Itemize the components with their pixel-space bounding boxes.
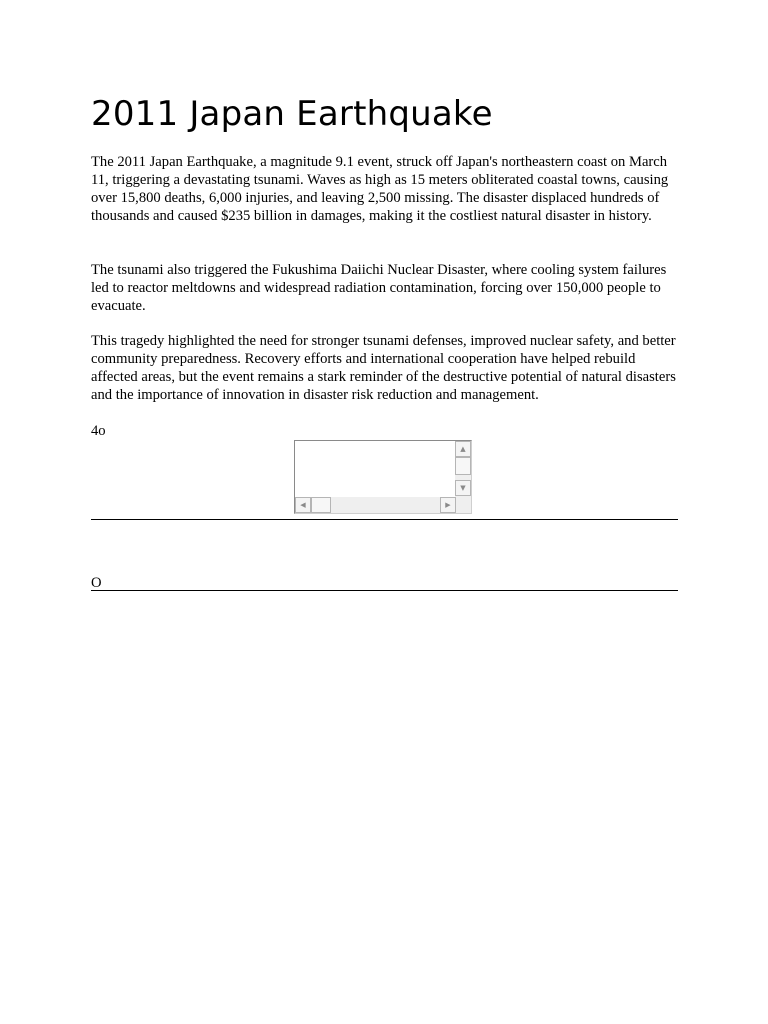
paragraph-earthquake: The 2011 Japan Earthquake, a magnitude 9.1 event, struck off Japan's northeastern coast on March 11, triggering a devastating tsunami. Waves as high as 15 meters obliterated coastal towns, causing over 15,800 deaths, 6,000 injuries, and leaving 2,500 missing. The disaster displaced hundreds of thousands and caused $235 billion in damages, making it the costliest natural disaster in history. xyxy=(91,154,669,224)
divider-line xyxy=(91,519,678,520)
field-label: O xyxy=(91,575,102,591)
horizontal-scroll-thumb[interactable] xyxy=(311,497,331,513)
input-underline[interactable] xyxy=(91,590,678,591)
text-area-input[interactable] xyxy=(294,440,472,514)
textarea-label: 4o xyxy=(91,423,106,439)
scroll-left-arrow-icon[interactable]: ◀ xyxy=(295,497,311,513)
scroll-up-arrow-icon[interactable]: ▲ xyxy=(455,441,471,457)
scroll-down-arrow-icon[interactable]: ▼ xyxy=(455,480,471,496)
scrollbar-corner xyxy=(455,497,471,513)
paragraph-fukushima: The tsunami also triggered the Fukushima Daiichi Nuclear Disaster, where cooling system failures led to reactor meltdowns and widespread radiation contamination, forcing over 150,000 people to evacuate. xyxy=(91,262,667,314)
paragraph-lessons: This tragedy highlighted the need for stronger tsunami defenses, improved nuclear safety, and better community preparedness. Recovery efforts and international cooperation have helped rebuild affected areas, but the event remains a stark reminder of the destructive potential of natural disasters and the importance of innovation in disaster risk reduction and management. xyxy=(91,333,676,403)
vertical-scroll-thumb[interactable] xyxy=(455,457,471,475)
page-title: 2011 Japan Earthquake xyxy=(91,94,493,134)
scroll-right-arrow-icon[interactable]: ▶ xyxy=(440,497,456,513)
